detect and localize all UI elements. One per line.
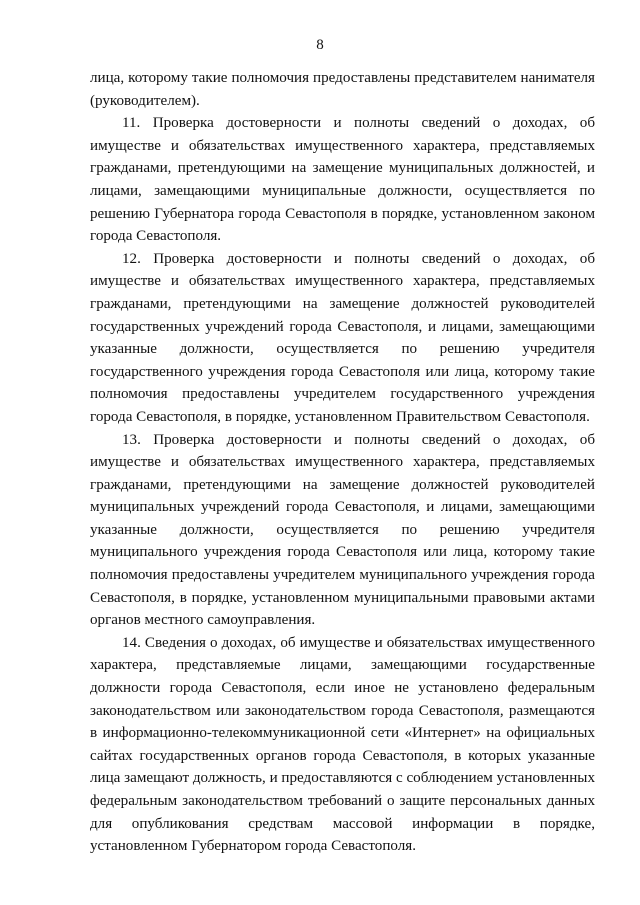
- paragraph-14: 14. Сведения о доходах, об имуществе и обязательствах имущественного характера, представляемые лицами, замещающими государственные должности города Севастополя, если иное не установлено федеральным законодательством или законодательством города Севастополя, размещаются в информационно-телекоммуникационной сети «Интернет» на официальных сайтах государственных органов города Севастополя, в которых указанные лица замещают должность, и предоставляются с соблюдением установленных федеральным законодательством требований о защите персональных данных для опубликования средствам массовой информации в порядке, установленном Губернатором города Севастополя.: [90, 634, 595, 855]
- paragraph-continuation: лица, которому такие полномочия предоставлены представителем нанимателя (руководителем).: [90, 70, 595, 109]
- paragraph-13: 13. Проверка достоверности и полноты сведений о доходах, об имуществе и обязательствах имущественного характера, представляемых гражданами, претендующими на замещение должностей руководителей муниципальных учреждений города Севастополя, и лицами, замещающими указанные должности, осуществляется по решению учредителя муниципального учреждения города Севастополя или лица, которому такие полномочия предоставлены учредителем муниципального учреждения города Севастополя, в порядке, установленном муниципальными правовыми актами органов местного самоуправления.: [90, 431, 595, 629]
- document-body: [90, 67, 595, 858]
- paragraph-12: 12. Проверка достоверности и полноты сведений о доходах, об имуществе и обязательствах имущественного характера, представляемых гражданами, претендующими на замещение должностей руководителей государственных учреждений города Севастополя, и лицами, замещающими указанные должности, осуществляется по решению учредителя государственного учреждения города Севастополя или лица, которому такие полномочия предоставлены учредителем государственного учреждения города Севастополя, в порядке, установленном Правительством Севастополя.: [90, 250, 595, 425]
- paragraph-11: 11. Проверка достоверности и полноты сведений о доходах, об имуществе и обязательствах имущественного характера, представляемых гражданами, претендующими на замещение муниципальных должностей, и лицами, замещающими муниципальные должности, осуществляется по решению Губернатора города Севастополя в порядке, установленном законом города Севастополя.: [90, 115, 595, 245]
- page-number: 8: [316, 37, 324, 53]
